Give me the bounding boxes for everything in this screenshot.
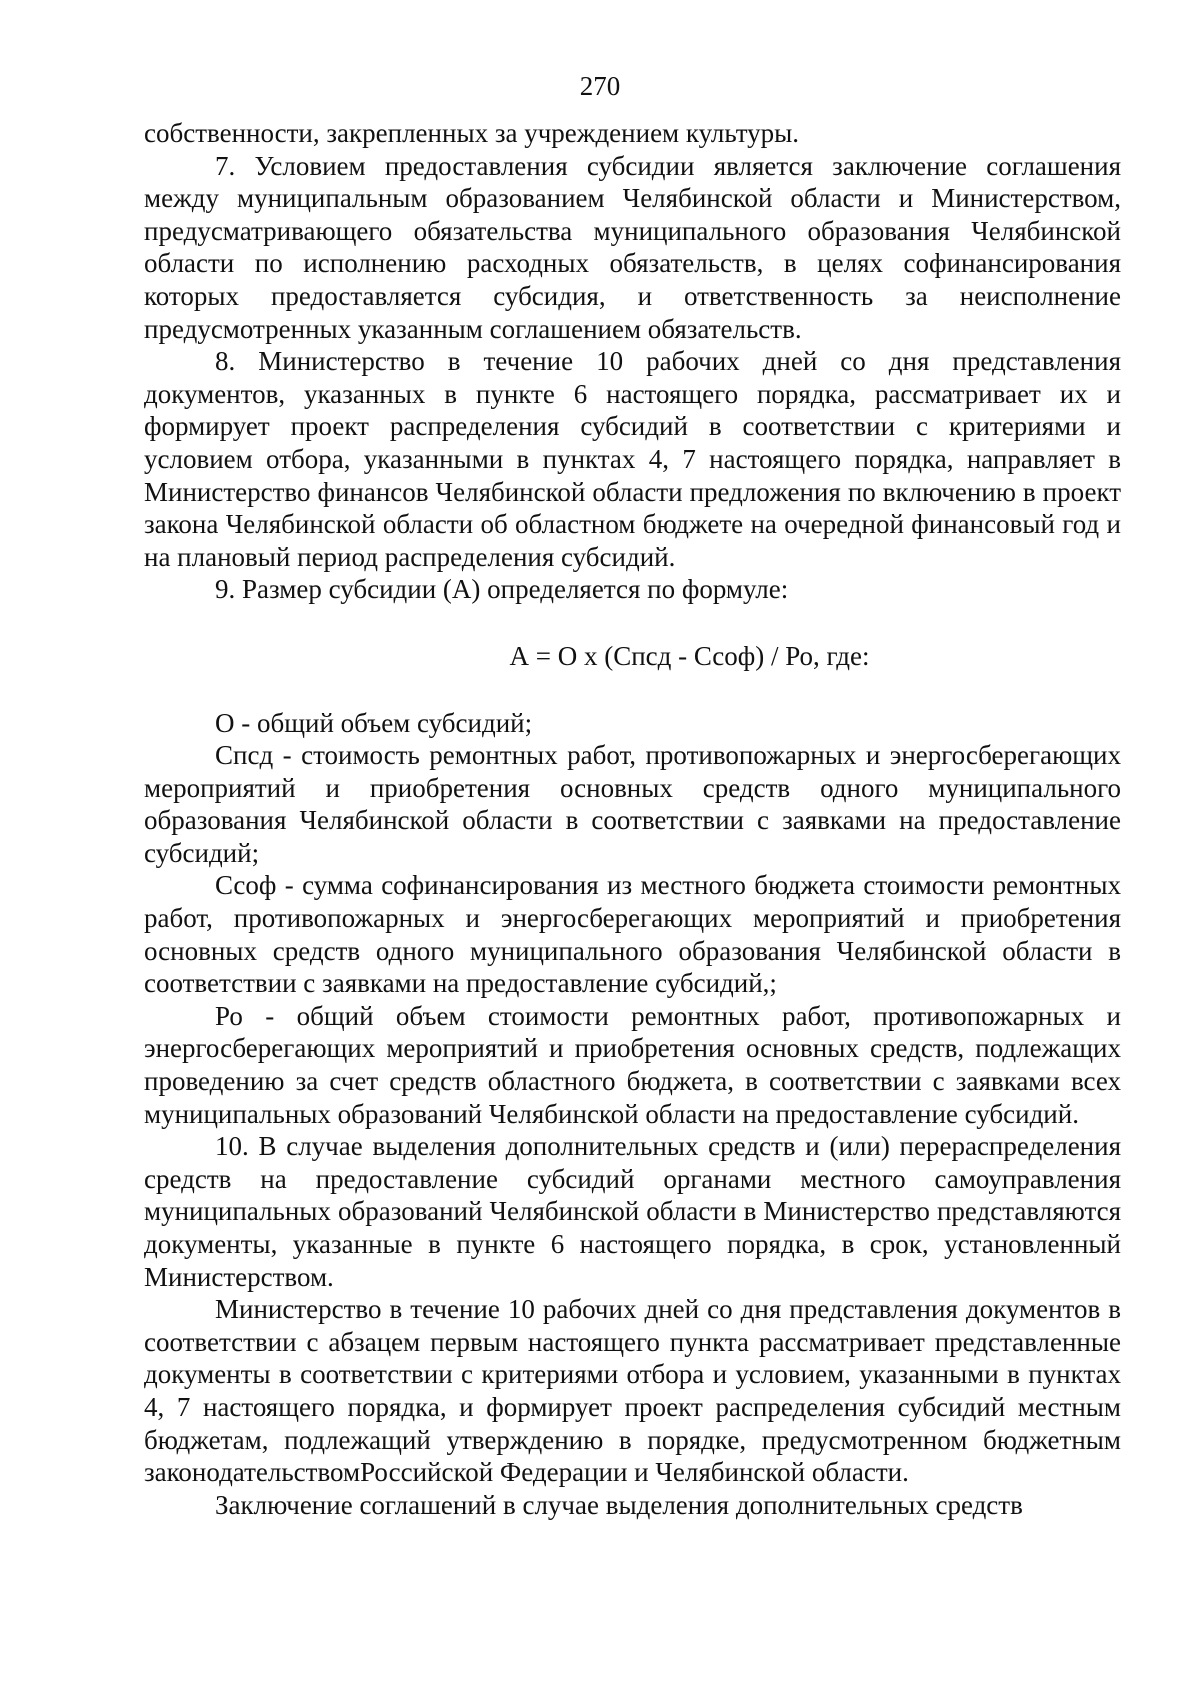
paragraph-item-7: 7. Условием предоставления субсидии является заключение соглашения между муниципальным образованием Челябинской области и Министерством, предусматривающего обязательства муниципального образования Челябинской области по исполнению расходных обязательств, в целях софинансирования которых предоставляется субсидия, и ответственность за неисполнение предусмотренных указанным соглашением обязательств. <box>144 150 1121 344</box>
paragraph-item-10: 10. В случае выделения дополнительных средств и (или) перераспределения средств на предоставление субсидий органами местного самоуправления муниципальных образований Челябинской области в Министерство представляются документы, указанные в пункте 6 настоящего порядка, в срок, установленный Министерством. <box>144 1131 1121 1292</box>
definition-spsd: Спсд - стоимость ремонтных работ, противопожарных и энергосберегающих мероприятий и приобретения основных средств одного муниципального образования Челябинской области в соответствии с заявками на предоставление субсидий; <box>144 740 1121 868</box>
paragraph-ministry-review: Министерство в течение 10 рабочих дней со дня представления документов в соответствии с абзацем первым настоящего пункта рассматривает представленные документы в соответствии с критериями отбора и условием, указанными в пунктах 4, 7 настоящего порядка, и формирует проект распределения субсидий местным бюджетам, подлежащий утверждению в порядке, предусмотренном бюджетным законодательствомРоссийской Федерации и Челябинской области. <box>144 1294 1121 1488</box>
paragraph-continuation: собственности, закрепленных за учреждением культуры. <box>144 118 800 148</box>
definition-ssof: Ссоф - сумма софинансирования из местного бюджета стоимости ремонтных работ, противопожарных и энергосберегающих мероприятий и приобретения основных средств одного муниципального образования Челябинской области в соответствии с заявками на предоставление субсидий,; <box>144 870 1121 999</box>
document-body <box>144 117 1121 1521</box>
page-number: 270 <box>579 71 621 101</box>
paragraph-agreements: Заключение соглашений в случае выделения дополнительных средств <box>215 1489 1023 1520</box>
paragraph-item-9: 9. Размер субсидии (А) определяется по формуле: <box>215 574 789 605</box>
subsidy-formula: А = О х (Спсд - Ссоф) / Ро, где: <box>509 640 870 671</box>
paragraph-item-8: 8. Министерство в течение 10 рабочих дней со дня представления документов, указанных в пункте 6 настоящего порядка, рассматривает их и формирует проект распределения субсидий в соответствии с критериями и условием отбора, указанными в пунктах 4, 7 настоящего порядка, направляет в Министерство финансов Челябинской области предложения по включению в проект закона Челябинской области об областном бюджете на очередной финансовый год и на плановый период распределения субсидий. <box>144 346 1121 572</box>
definition-ro: Ро - общий объем стоимости ремонтных работ, противопожарных и энергосберегающих мероприятий и приобретения основных средств, подлежащих проведению за счет средств областного бюджета, в соответствии с заявками всех муниципальных образований Челябинской области на предоставление субсидий. <box>144 1000 1121 1129</box>
definition-o: О - общий объем субсидий; <box>215 707 533 738</box>
